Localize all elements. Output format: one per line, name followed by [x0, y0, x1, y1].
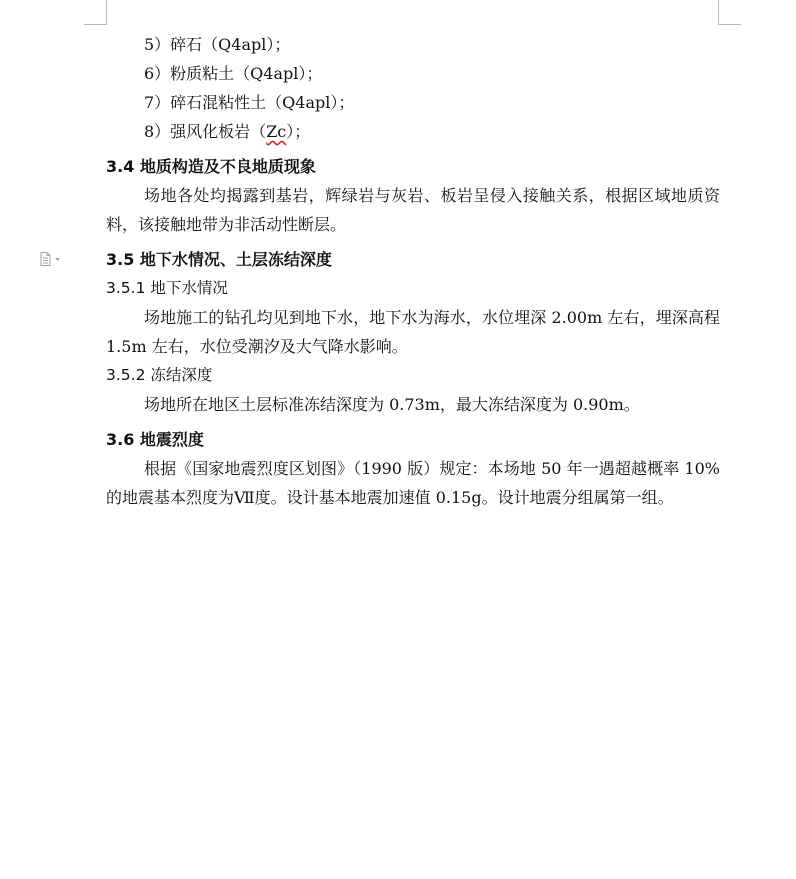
paragraph-3-5-1: 场地施工的钻孔均见到地下水，地下水为海水，水位埋深 2.00m 左右，埋深高程 1.5m 左右，水位受潮汐及大气降水影响。 [106, 308, 720, 356]
list-item-8 [106, 117, 720, 146]
heading-3-6: 3.6 地震烈度 [106, 430, 204, 449]
subheading-3-5-2: 3.5.2 冻结深度 [106, 366, 213, 384]
crop-mark-top-right [718, 0, 741, 25]
paragraph-3-4: 场地各处均揭露到基岩，辉绿岩与灰岩、板岩呈侵入接触关系，根据区域地质资料，该接触地带为非活动性断层。 [106, 186, 720, 234]
item8-prefix: 8）强风化板岩（ [144, 122, 267, 141]
paragraph-3-6: 根据《国家地震烈度区划图》（1990 版）规定：本场地 50 年一遇超越概率 10%的地震基本烈度为Ⅶ度。设计基本地震加速值 0.15g。设计地震分组属第一组。 [106, 459, 720, 507]
heading-3-4: 3.4 地质构造及不良地质现象 [106, 157, 316, 176]
subheading-3-5-1: 3.5.1 地下水情况 [106, 279, 228, 297]
item8-suffix: ）； [286, 122, 311, 141]
crop-mark-top-left [84, 0, 107, 25]
document-body [106, 30, 720, 512]
document-options-icon[interactable] [40, 252, 62, 266]
paragraph-3-5-2: 场地所在地区土层标准冻结深度为 0.73m，最大冻结深度为 0.90m。 [144, 395, 640, 414]
list-item: 7）碎石混粘性土（Q4apl）； [144, 93, 355, 112]
spellcheck-word[interactable]: Zc [266, 122, 287, 141]
list-item: 6）粉质粘土（Q4apl）； [144, 64, 323, 83]
list-item: 5）碎石（Q4apl）； [144, 35, 291, 54]
heading-3-5: 3.5 地下水情况、土层冻结深度 [106, 250, 332, 269]
